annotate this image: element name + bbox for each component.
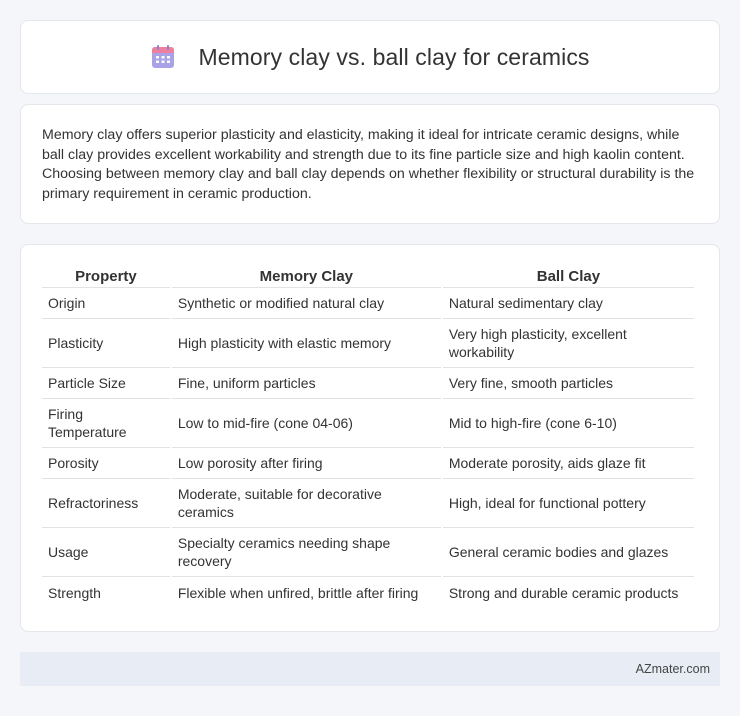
ball-clay-cell: Very fine, smooth particles bbox=[443, 368, 694, 399]
memory-clay-cell: Specialty ceramics needing shape recovery bbox=[172, 528, 441, 577]
memory-clay-cell: Low porosity after firing bbox=[172, 448, 441, 479]
header-ball-clay: Ball Clay bbox=[443, 266, 694, 288]
table-header-row bbox=[42, 266, 694, 288]
header-memory-clay: Memory Clay bbox=[172, 266, 441, 288]
property-cell: Plasticity bbox=[42, 319, 170, 368]
summary-card bbox=[20, 104, 720, 224]
property-cell: Refractoriness bbox=[42, 479, 170, 528]
page-title: Memory clay vs. ball clay for ceramics bbox=[198, 43, 590, 70]
table-row bbox=[42, 577, 694, 608]
table-row bbox=[42, 368, 694, 399]
property-cell: Origin bbox=[42, 288, 170, 319]
ball-clay-cell: Mid to high-fire (cone 6-10) bbox=[443, 399, 694, 448]
memory-clay-cell: Flexible when unfired, brittle after firing bbox=[177, 584, 419, 601]
comparison-card bbox=[20, 244, 720, 632]
ball-clay-cell: Natural sedimentary clay bbox=[443, 288, 694, 319]
comparison-table bbox=[40, 266, 696, 608]
calendar-icon bbox=[150, 44, 176, 70]
footer bbox=[20, 652, 720, 686]
title-card bbox=[20, 20, 720, 94]
memory-clay-cell: Synthetic or modified natural clay bbox=[172, 288, 441, 319]
ball-clay-cell: General ceramic bodies and glazes bbox=[443, 528, 694, 577]
memory-clay-cell: High plasticity with elastic memory bbox=[172, 319, 441, 368]
ball-clay-cell: Very high plasticity, excellent workability bbox=[443, 319, 694, 368]
ball-clay-cell: Moderate porosity, aids glaze fit bbox=[443, 448, 694, 479]
footer-brand: AZmater.com bbox=[635, 662, 710, 676]
property-cell: Particle Size bbox=[42, 368, 170, 399]
title-wrap bbox=[150, 44, 589, 71]
property-cell: Porosity bbox=[42, 448, 170, 479]
property-cell: Usage bbox=[42, 528, 170, 577]
memory-clay-cell: Moderate, suitable for decorative ceramics bbox=[172, 479, 441, 528]
header-property: Property bbox=[42, 266, 170, 288]
table-row bbox=[42, 319, 694, 368]
memory-clay-cell: Fine, uniform particles bbox=[172, 368, 441, 399]
table-row bbox=[42, 399, 694, 448]
memory-clay-cell: Low to mid-fire (cone 04-06) bbox=[172, 399, 441, 448]
table-row bbox=[42, 448, 694, 479]
summary-text: Memory clay offers superior plasticity and elasticity, making it ideal for intricate ceramic designs, while ball clay provides excellent workability and strength due to its fine particle size and high kaolin content. Choosing between memory clay and ball clay depends on whether flexibility or structural durability is the primary requirement in ceramic production. bbox=[42, 127, 695, 202]
table-row bbox=[42, 288, 694, 319]
property-cell: Firing Temperature bbox=[42, 399, 170, 448]
ball-clay-cell: Strong and durable ceramic products bbox=[448, 584, 679, 601]
table-row bbox=[42, 479, 694, 528]
property-cell: Strength bbox=[48, 584, 101, 601]
table-row bbox=[42, 528, 694, 577]
ball-clay-cell: High, ideal for functional pottery bbox=[443, 479, 694, 528]
